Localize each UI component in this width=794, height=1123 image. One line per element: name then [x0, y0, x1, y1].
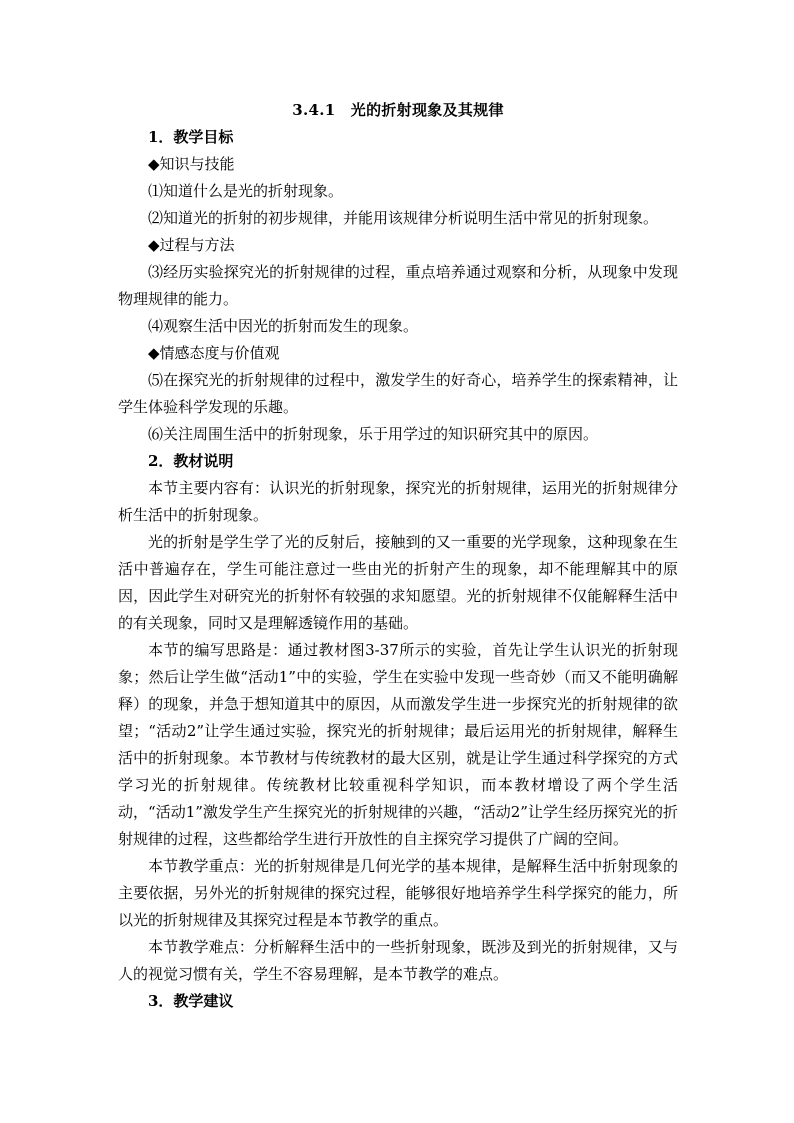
objective-item-4: ⑷观察生活中因光的折射而发生的现象。 — [148, 317, 419, 335]
objective-item-2: ⑵知道光的折射的初步规律，并能用该规律分析说明生活中常见的折射现象。 — [148, 209, 659, 227]
objective-item-6: ⑹关注周围生活中的折射现象，乐于用学过的知识研究其中的原因。 — [148, 425, 599, 443]
paragraph-main-content: 本节主要内容有：认识光的折射现象，探究光的折射规律，运用光的折射规律分析生活中的折射现象。 — [118, 479, 678, 524]
subheading-attitudes-values: ◆情感态度与价值观 — [148, 344, 280, 362]
objective-item-1: ⑴知道什么是光的折射现象。 — [148, 182, 344, 200]
subheading-process-methods: ◆过程与方法 — [148, 236, 235, 254]
paragraph-teaching-difficulty: 本节教学难点：分析解释生活中的一些折射现象，既涉及到光的折射规律，又与人的视觉习惯有关，学生不容易理解，是本节教学的难点。 — [118, 938, 678, 983]
page-title: 3.4.1 光的折射现象及其规律 — [292, 101, 504, 119]
paragraph-refraction-importance: 光的折射是学生学了光的反射后，接触到的又一重要的光学现象，这种现象在生活中普遍存在，学生可能注意过一些由光的折射产生的现象，却不能理解其中的原因，因此学生对研究光的折射怀有较强的求知愿望。光的折射规律不仅能解释生活中的有关现象，同时又是理解透镜作用的基础。 — [118, 533, 678, 632]
paragraph-writing-approach: 本节的编写思路是：通过教材图3-37所示的实验，首先让学生认识光的折射现象；然后让学生做“活动1”中的实验，学生在实验中发现一些奇妙（而又不能明确解释）的现象，并急于想知道其中的原因，从而激发学生进一步探究光的折射规律的欲望；“活动2”让学生通过实验，探究光的折射规律；最后运用光的折射规律，解释生活中的折射现象。本节教材与传统教材的最大区别，就是让学生通过科学探究的方式学习光的折射规律。传统教材比较重视科学知识，而本教材增设了两个学生活动，“活动1”激发学生产生探究光的折射规律的兴趣，“活动2”让学生经历探究光的折射规律的过程，这些都给学生进行开放性的自主探究学习提供了广阔的空间。 — [118, 641, 678, 848]
section-heading-teaching-suggestions: 3．教学建议 — [148, 992, 234, 1010]
objective-item-5: ⑸在探究光的折射规律的过程中，激发学生的好奇心，培养学生的探索精神，让学生体验科学发现的乐趣。 — [118, 371, 678, 416]
objective-item-3: ⑶经历实验探究光的折射规律的过程，重点培养通过观察和分析，从现象中发现物理规律的能力。 — [118, 263, 678, 308]
section-heading-textbook-notes: 2．教材说明 — [148, 452, 234, 470]
paragraph-teaching-focus: 本节教学重点：光的折射规律是几何光学的基本规律，是解释生活中折射现象的主要依据，另外光的折射规律的探究过程，能够很好地培养学生科学探究的能力，所以光的折射规律及其探究过程是本节教学的重点。 — [118, 857, 678, 929]
document-page — [118, 96, 678, 1015]
subheading-knowledge-skills: ◆知识与技能 — [148, 155, 235, 173]
section-heading-objectives: 1．教学目标 — [148, 128, 234, 146]
